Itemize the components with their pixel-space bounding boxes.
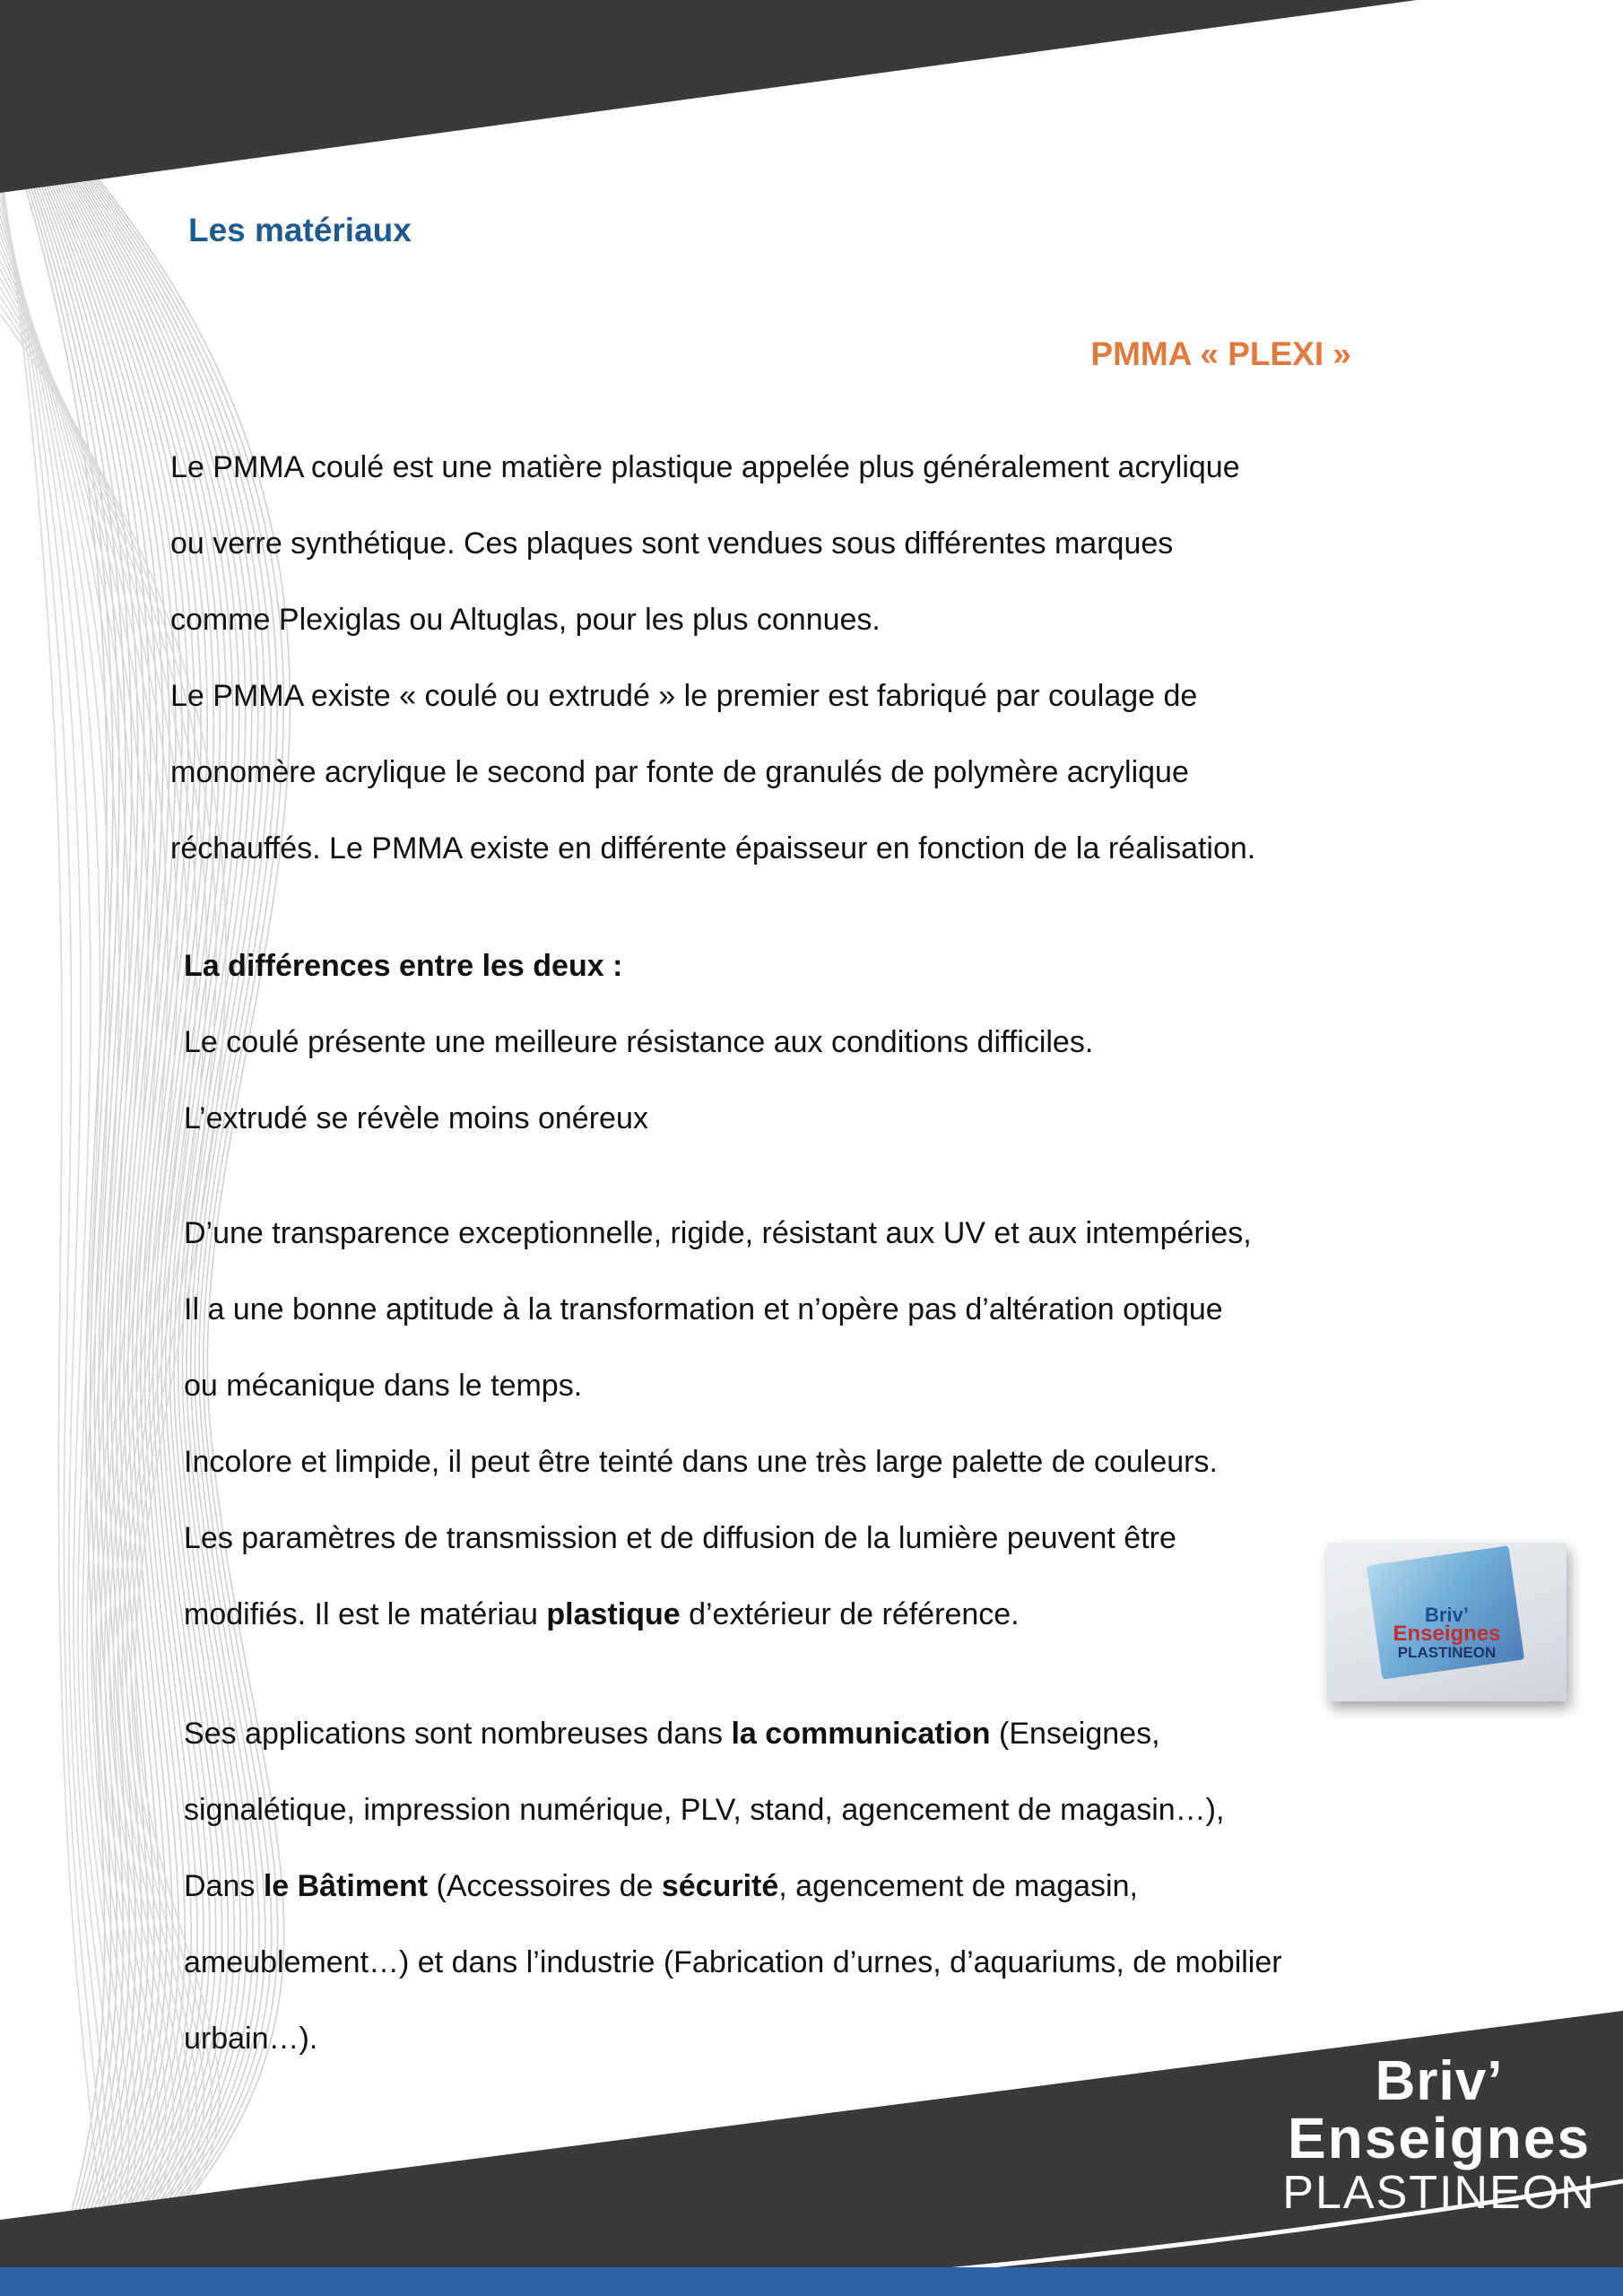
text-line [184, 1772, 1282, 1848]
logo-line3: PLASTINEON [1282, 2167, 1596, 2219]
text-run: Il a une bonne aptitude à la transformation et n’opère pas d’altération optique [184, 1292, 1223, 1326]
text-run: réchauffés. Le PMMA existe en différente épaisseur en fonction de la réalisation. [170, 831, 1256, 865]
text-run: (Accessoires de [428, 1869, 662, 1903]
top-dark-band [0, 0, 1623, 193]
photo-logo-line2: Enseignes [1393, 1622, 1501, 1646]
text-run: L’extrudé se révèle moins onéreux [184, 1101, 648, 1135]
photo-logo-line1: Briv’ [1425, 1604, 1469, 1626]
bold-text: La différences entre les deux : [184, 949, 623, 983]
text-line [170, 506, 1255, 582]
bold-text: plastique [546, 1597, 681, 1631]
text-run: Dans [184, 1869, 264, 1903]
text-run: signalétique, impression numérique, PLV, stand, agencement de magasin…), [184, 1793, 1225, 1827]
differences-paragraph [184, 928, 1093, 1157]
text-line [184, 1081, 1093, 1157]
text-line [184, 1196, 1252, 1272]
text-run: Incolore et limpide, il peut être teinté dans une très large palette de couleurs. [184, 1445, 1218, 1479]
photo-logo-line3: PLASTINEON [1397, 1644, 1497, 1661]
text-line [184, 1696, 1282, 1772]
text-run: Le PMMA existe « coulé ou extrudé » le premier est fabriqué par coulage de [170, 679, 1198, 713]
text-run: monomère acrylique le second par fonte de granulés de polymère acrylique [170, 755, 1189, 789]
product-photo [1327, 1543, 1567, 1701]
text-line [184, 2001, 1282, 2077]
text-line [184, 1925, 1282, 2001]
bold-text: sécurité [661, 1869, 779, 1903]
text-line [170, 582, 1255, 658]
text-line [184, 1348, 1252, 1424]
document-title: PMMA « PLEXI » [1090, 335, 1351, 372]
text-run: modifiés. Il est le matériau [184, 1597, 547, 1631]
intro-paragraph [170, 430, 1255, 887]
wave-line [13, 135, 119, 2296]
text-line [184, 1577, 1252, 1653]
text-line [184, 1500, 1252, 1577]
text-line [170, 430, 1255, 506]
wave-line [0, 179, 110, 2296]
text-run: (Enseignes, [990, 1717, 1160, 1751]
text-run: ameublement…) et dans l’industrie (Fabrication d’urnes, d’aquariums, de mobilier [184, 1945, 1282, 1979]
text-run: Le coulé présente une meilleure résistance aux conditions difficiles. [184, 1025, 1094, 1059]
properties-paragraph [184, 1196, 1252, 1653]
bold-text: la communication [731, 1717, 991, 1751]
text-line [184, 928, 1093, 1004]
text-run: , agencement de magasin, [778, 1869, 1138, 1903]
logo-line1: Briv’ [1375, 2050, 1504, 2112]
text-line [170, 735, 1255, 811]
section-title: Les matériaux [188, 212, 412, 248]
text-run: Les paramètres de transmission et de diffusion de la lumière peuvent être [184, 1521, 1176, 1555]
company-logo [1273, 2050, 1605, 2233]
bold-text: le Bâtiment [263, 1869, 429, 1903]
text-run: ou verre synthétique. Ces plaques sont vendues sous différentes marques [170, 526, 1174, 561]
text-run: comme Plexiglas ou Altuglas, pour les plus connues. [170, 603, 881, 637]
text-run: ou mécanique dans le temps. [184, 1369, 583, 1403]
text-run: Ses applications sont nombreuses dans [184, 1717, 732, 1751]
text-line [184, 1424, 1252, 1500]
text-line [170, 811, 1255, 887]
text-line [184, 1272, 1252, 1348]
text-run: D’une transparence exceptionnelle, rigide, résistant aux UV et aux intempéries, [184, 1216, 1252, 1250]
text-run: urbain…). [184, 2022, 318, 2056]
footer-blue-strip [0, 2267, 1623, 2296]
text-line [184, 1004, 1093, 1081]
text-line [170, 658, 1255, 735]
applications-paragraph [184, 1696, 1282, 2077]
text-run: Le PMMA coulé est une matière plastique appelée plus généralement acrylique [170, 450, 1240, 484]
text-run: d’extérieur de référence. [680, 1597, 1020, 1631]
logo-line2: Enseignes [1287, 2106, 1592, 2170]
text-line [184, 1848, 1282, 1925]
